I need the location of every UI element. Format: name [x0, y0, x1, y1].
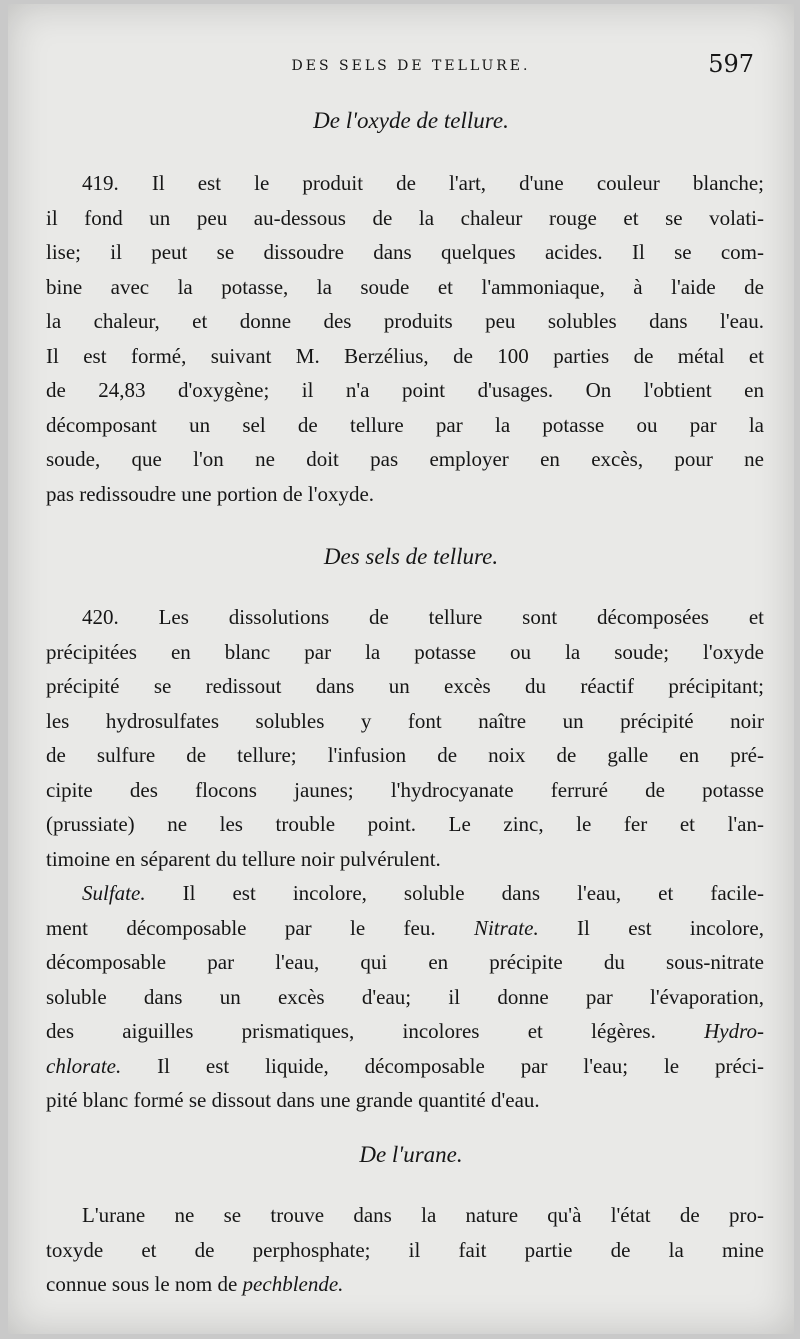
- text-line: 419. Il est le produit de l'art, d'une couleur blanche;: [82, 171, 764, 195]
- text-line: lise; il peut se dissoudre dans quelques acides. Il se com-: [46, 240, 764, 264]
- text-line: [46, 1049, 764, 1084]
- text-line: bine avec la potasse, la soude et l'ammoniaque, à l'aide de: [46, 274, 764, 299]
- text-line: décomposable par l'eau, qui en précipite du sous-nitrate: [46, 950, 764, 974]
- section-heading-urane: De l'urane.: [359, 1142, 463, 1167]
- page-number: 597: [708, 50, 754, 78]
- text-line: timoine en séparent du tellure noir pulvérulent.: [46, 846, 441, 871]
- section-heading-oxyde: De l'oxyde de tellure.: [313, 108, 509, 133]
- text-line: de sulfure de tellure; l'infusion de noix de galle en pré-: [46, 743, 764, 767]
- text-line: soluble dans un excès d'eau; il donne par l'évaporation,: [46, 984, 764, 1009]
- text-line: Il est formé, suivant M. Berzélius, de 100 parties de métal et: [46, 343, 764, 368]
- paragraph-419: [46, 166, 764, 511]
- text-line: L'urane ne se trouve dans la nature qu'à l'état de pro-: [82, 1203, 764, 1227]
- running-head: [68, 50, 754, 80]
- text-line: pité blanc formé se dissout dans une grande quantité d'eau.: [46, 1088, 540, 1112]
- text-line: toxyde et de perphosphate; il fait partie de la mine: [46, 1237, 764, 1262]
- text-line: de 24,83 d'oxygène; il n'a point d'usages. On l'obtient en: [46, 378, 764, 402]
- term-hydro: Hydro-: [704, 1019, 764, 1043]
- term-pechblende: pechblende.: [242, 1272, 344, 1296]
- paragraph-urane: [46, 1198, 764, 1302]
- text-line: précipité se redissout dans un excès du réactif précipitant;: [46, 674, 764, 698]
- term-sulfate: Sulfate.: [82, 881, 146, 905]
- text-line: [46, 1267, 764, 1302]
- text-line: décomposant un sel de tellure par la potasse ou par la: [46, 412, 764, 437]
- term-chlorate: chlorate.: [46, 1053, 122, 1078]
- page: [8, 4, 794, 1334]
- text-line: il fond un peu au-dessous de la chaleur rouge et se volati-: [46, 205, 764, 230]
- text-span: des aiguilles prismatiques, incolores et légères.: [46, 1019, 705, 1043]
- section-heading-sels: Des sels de tellure.: [323, 544, 499, 569]
- term-nitrate: Nitrate.: [473, 915, 539, 940]
- paragraph-420: [46, 600, 764, 1118]
- text-line: précipitées en blanc par la potasse ou la soude; l'oxyde: [46, 639, 764, 664]
- text-span: connue sous le nom de: [46, 1272, 243, 1296]
- text-span: Il est incolore,: [538, 915, 764, 940]
- text-line: cipite des flocons jaunes; l'hydrocyanate ferruré de potasse: [46, 777, 764, 802]
- text-line: pas redissoudre une portion de l'oxyde.: [46, 481, 375, 506]
- text-line: (prussiate) ne les trouble point. Le zinc, le fer et l'an-: [46, 812, 764, 836]
- text-line: [46, 1014, 764, 1049]
- text-line: les hydrosulfates solubles y font naître un précipité noir: [46, 708, 764, 733]
- text-line: 420. Les dissolutions de tellure sont décomposées et: [82, 605, 764, 629]
- text-line: [46, 876, 764, 911]
- text-span: Il est incolore, soluble dans l'eau, et facile-: [145, 881, 764, 905]
- text-line: [46, 911, 764, 946]
- text-span: ment décomposable par le feu.: [46, 915, 474, 940]
- text-line: soude, que l'on ne doit pas employer en excès, pour ne: [46, 447, 764, 471]
- running-title: DES SELS DE TELLURE.: [291, 58, 531, 74]
- text-line: la chaleur, et donne des produits peu solubles dans l'eau.: [46, 309, 764, 333]
- text-span: Il est liquide, décomposable par l'eau; le préci-: [121, 1053, 764, 1078]
